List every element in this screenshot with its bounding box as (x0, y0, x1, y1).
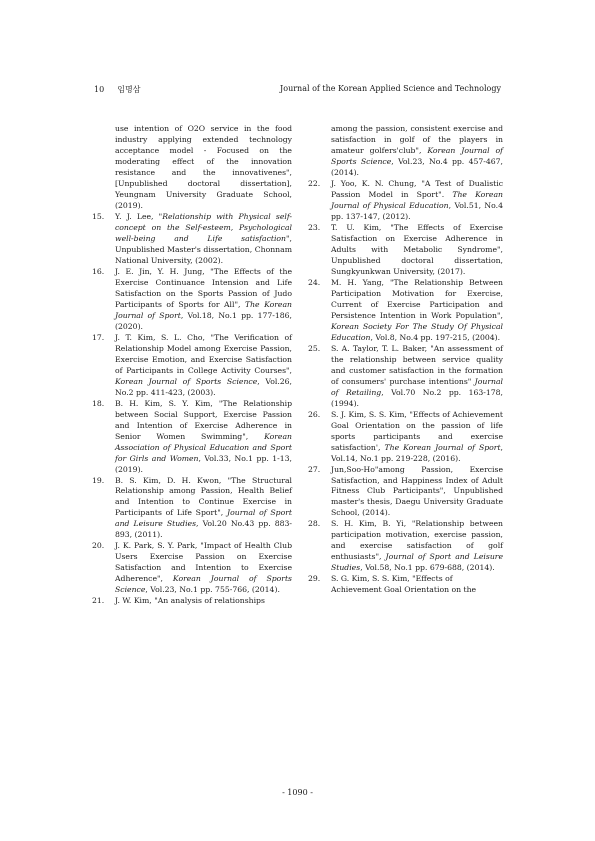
reference-source-title: Korean Journal of Sports Science (115, 376, 258, 386)
reference-entry (308, 179, 503, 223)
reference-number: 16. (92, 266, 105, 276)
header-journal-title: Journal of the Korean Applied Science and Technology (280, 84, 501, 93)
reference-number: 25. (308, 343, 321, 353)
reference-text (115, 541, 292, 596)
reference-entry (92, 333, 292, 399)
reference-source-title: Korean Society For The Study Of Physical Education (331, 321, 503, 342)
reference-source-title: Relationship with Physical self-concept on the Self-esteem, Psychological well-being and Life satisfaction (115, 211, 292, 243)
reference-entry (308, 278, 503, 344)
reference-number (308, 124, 331, 179)
header-page-number: 10 (94, 85, 105, 94)
reference-text (115, 399, 292, 476)
reference-text-segment: J. Yoo, K. N. Chung, "A Test of Dualistic Passion Model in Sport". (331, 178, 503, 199)
reference-source-title: Journal of Retailing (331, 376, 503, 397)
reference-text-segment: M. H. Yang, "The Relationship Between Participation Motivation for Exercise, Current of Exercise Participation and Persistence Intention in Work Population", (331, 277, 503, 320)
reference-text-segment: J. W. Kim, "An analysis of relationships (115, 596, 265, 606)
references-right-column (308, 124, 503, 596)
running-header-left (94, 84, 140, 95)
reference-entry (92, 212, 292, 267)
reference-text (331, 124, 503, 179)
reference-text-segment: , Vol.58, No.1 pp. 679-688, (2014). (360, 563, 495, 573)
reference-source-title: The Korean Journal of Sport (384, 442, 501, 452)
reference-text (331, 465, 503, 520)
reference-entry (308, 124, 503, 179)
reference-number: 17. (92, 332, 105, 342)
reference-entry (308, 519, 503, 574)
reference-entry (308, 410, 503, 465)
reference-text-segment: J. K. Park, S. Y. Park, "Impact of Health Club Users Exercise Passion on Exercise Satisfaction and Intention to Exercise Adherence", (115, 541, 292, 584)
reference-text (115, 212, 292, 267)
reference-text (331, 278, 503, 344)
reference-text-segment: S. J. Kim, S. S. Kim, "Effects of Achievement Goal Orientation on the passion of life sports participants and exercise satisfaction', (331, 409, 503, 452)
reference-text-segment: , Vol.23, No.4 pp. 457-467, (2014). (331, 156, 504, 177)
reference-text-segment: , Vol.51, No.4 pp. 137-147, (2012). (331, 200, 503, 221)
reference-text-segment: , Vol.14, No.1 pp. 219-228, (2016). (331, 442, 503, 463)
reference-text-segment: among the passion, consistent exercise and satisfaction in golf of the players in amateur golfers'club", (331, 124, 503, 155)
reference-text (115, 596, 292, 607)
reference-entry (308, 344, 503, 410)
reference-text-segment: T. U. Kim, "The Effects of Exercise Satisfaction on Exercise Adherence in Adults with Metabolic Syndrome", Unpublished doctoral dissertation, Sungkyunkwan University, (2017). (331, 222, 503, 276)
page-footer-number: - 1090 - (282, 788, 313, 797)
reference-entry (92, 476, 292, 542)
reference-text-segment: B. H. Kim, S. Y. Kim, "The Relationship between Social Support, Exercise Passion and Intention of Exercise Adherence in Senior Women Swimming", (115, 398, 292, 441)
reference-entry (92, 541, 292, 596)
reference-text-segment: ", Unpublished Master's dissertation, Chonnam National University, (2002). (115, 233, 292, 265)
reference-text-segment: B. S. Kim, D. H. Kwon, "The Structural Relationship among Passion, Health Belief and Intention to Continue Exercise in Participants of Life Sport", (115, 475, 292, 518)
reference-entry (92, 596, 292, 607)
reference-number: 27. (308, 464, 321, 474)
references-left-column (92, 124, 292, 607)
header-author: 임명삼 (117, 85, 141, 94)
reference-text (331, 223, 503, 278)
reference-text-segment: , Vol.23, No.1 pp. 755-766, (2014). (145, 585, 280, 595)
reference-text-segment: , Vol.33, No.1 pp. 1-13, (2019). (115, 453, 292, 474)
reference-number: 18. (92, 398, 105, 408)
reference-text (331, 344, 503, 410)
reference-number: 15. (92, 211, 105, 221)
reference-entry (308, 574, 503, 596)
reference-source-title: Korean Journal of Sports Science (115, 574, 292, 595)
reference-number: 29. (308, 574, 321, 584)
reference-number: 24. (308, 277, 321, 287)
reference-text (115, 476, 292, 542)
reference-text (115, 267, 292, 333)
reference-text-segment: , Vol.20 No.43 pp. 883-893, (2011). (115, 519, 292, 540)
reference-text (331, 574, 503, 596)
reference-text-segment: S. A. Taylor, T. L. Baker, "An assessment of the relationship between service quality and customer satisfaction in the formation of consumers' purchase intentions" (331, 343, 503, 386)
reference-source-title: Journal of Sport and Leisure Studies (331, 552, 503, 573)
reference-text-segment: , Vol.70 No.2 pp. 163-178, (1994). (331, 387, 503, 408)
reference-text (115, 124, 292, 212)
reference-text (115, 333, 292, 399)
reference-number: 28. (308, 519, 321, 529)
reference-text-segment: Y. J. Lee, " (115, 211, 163, 221)
reference-number: 20. (92, 541, 105, 551)
reference-number: 26. (308, 409, 321, 419)
reference-text-segment: Jun,Soo-Ho"among Passion, Exercise Satisfaction, and Happiness Index of Adult Fitness Club Participants", Unpublished master's thesis, Daegu University Graduate School, (2014). (331, 464, 503, 518)
reference-text-segment: , Vol.8, No.4 pp. 197-215, (2004). (370, 332, 501, 342)
reference-number: 22. (308, 178, 321, 188)
reference-text (331, 519, 503, 574)
reference-text (331, 410, 503, 465)
reference-text-segment: , Vol.26, No.2 pp. 411-423, (2003). (115, 376, 292, 397)
reference-source-title: The Korean Journal of Physical Education (331, 189, 504, 210)
reference-number (92, 124, 115, 212)
reference-entry (308, 465, 503, 520)
reference-entry (308, 223, 503, 278)
reference-number: 19. (92, 475, 105, 485)
reference-entry (92, 267, 292, 333)
reference-text-segment: S. H. Kim, B. Yi, "Relationship between participation motivation, exercise passion, and exercise satisfaction of golf enthusiasts", (331, 519, 503, 562)
reference-entry (92, 399, 292, 476)
reference-source-title: Korean Association of Physical Education and Sport for Girls and Women (115, 431, 292, 463)
reference-number: 21. (92, 596, 105, 606)
reference-number: 23. (308, 222, 321, 232)
reference-source-title: Journal of Sport and Leisure Studies (115, 508, 292, 529)
reference-entry (92, 124, 292, 212)
reference-text-segment: use intention of O2O service in the food industry applying extended technology acceptance model - Focused on the moderating effect of the innovation resistance and the innovativenes", [Unpublished doctoral dissertation], Yeungnam University Graduate School, (2019). (115, 124, 292, 210)
reference-text-segment: J. E. Jin, Y. H. Jung, "The Effects of the Exercise Continuance Intension and Life Satisfaction on the Sports Passion of Judo Participants of Sports for All", (115, 266, 292, 309)
reference-source-title: The Korean Journal of Sport (115, 299, 292, 320)
reference-text-segment: J. T. Kim, S. L. Cho, "The Verification of Relationship Model among Exercise Passion, Exercise Emotion, and Exercise Satisfaction of Participants in College Activity Courses", (115, 332, 292, 375)
reference-text-segment: S. G. Kim, S. S. Kim, "Effects of Achievement Goal Orientation on the (331, 574, 477, 595)
reference-source-title: Korean Journal of Sports Science (331, 145, 503, 166)
reference-text-segment: , Vol.18, No.1 pp. 177-186, (2020). (115, 310, 292, 331)
reference-text (331, 179, 503, 223)
